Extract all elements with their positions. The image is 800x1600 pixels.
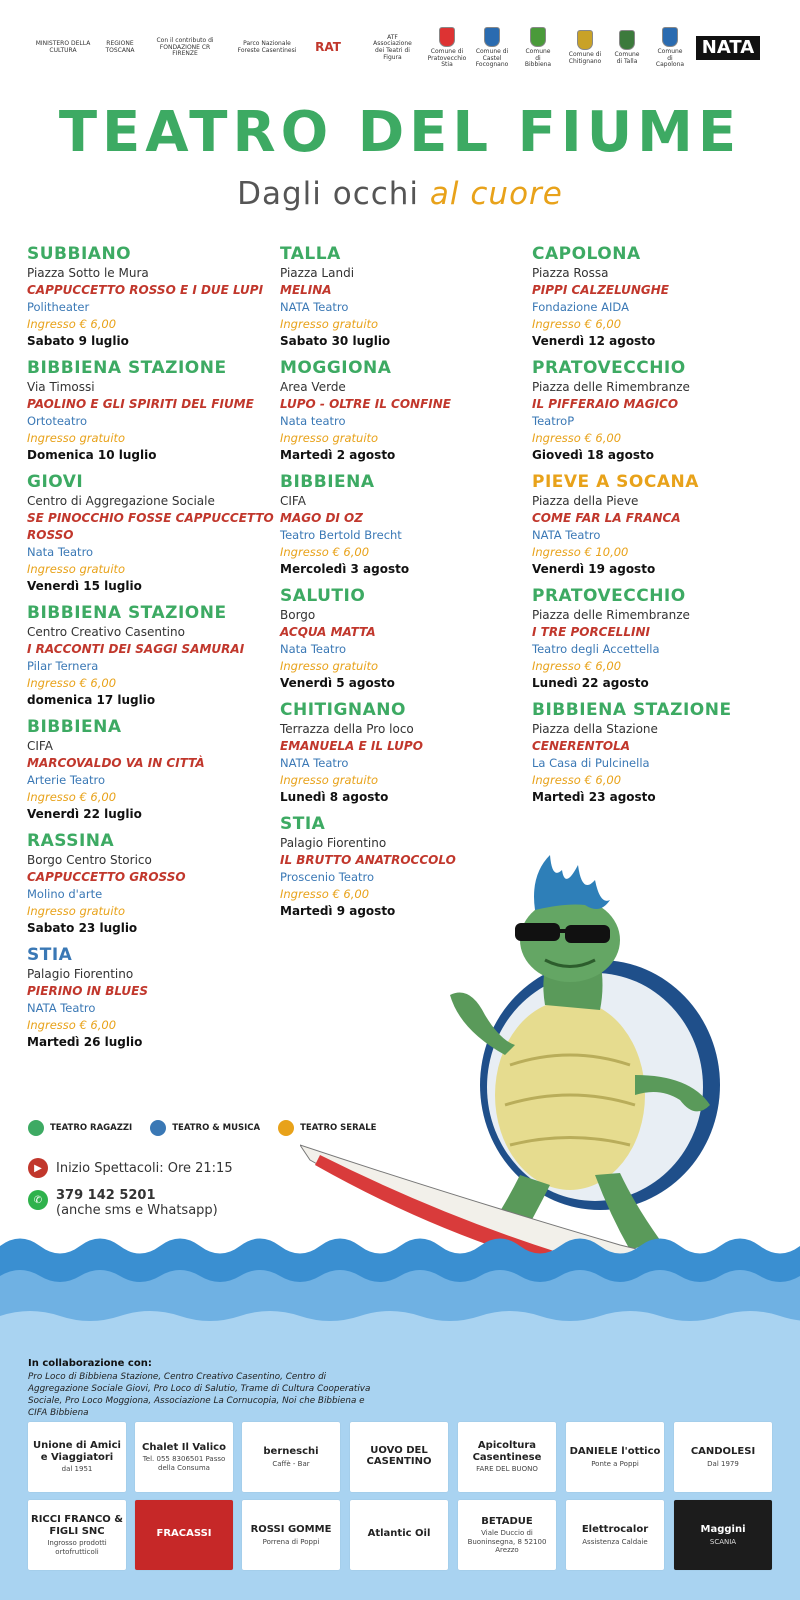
legend-dot-icon xyxy=(28,1120,44,1136)
event-show: SE PINOCCHIO FOSSE CAPPUCCETTO ROSSO xyxy=(27,511,274,542)
event-location: Piazza delle Rimembranze xyxy=(532,380,690,394)
event-location: CIFA xyxy=(280,494,306,508)
sponsor-subtext: Porrena di Poppi xyxy=(262,1537,320,1546)
sponsor-name: Elettrocalor xyxy=(581,1524,649,1536)
event-item xyxy=(27,358,277,464)
event-place: BIBBIENA STAZIONE xyxy=(532,700,732,720)
event-place: STIA xyxy=(27,945,73,965)
event-company: NATA Teatro xyxy=(532,528,601,542)
event-price: Ingresso gratuito xyxy=(280,659,379,673)
event-date: Venerdì 15 luglio xyxy=(27,579,142,593)
logo-text: RAT xyxy=(315,40,341,55)
sponsor-name: RICCI FRANCO & FIGLI SNC xyxy=(31,1514,123,1537)
sponsor-logo xyxy=(458,1500,556,1570)
event-place: SALUTIO xyxy=(280,586,366,606)
sponsor-logo xyxy=(674,1422,772,1492)
event-place: GIOVI xyxy=(27,472,84,492)
logo-text: ATF Associazione dei Teatri di Figura xyxy=(373,33,412,61)
sponsor-logo xyxy=(566,1500,664,1570)
event-company: Fondazione AIDA xyxy=(532,300,629,314)
legend-dot-icon xyxy=(278,1120,294,1136)
event-item xyxy=(27,603,277,709)
whatsapp-icon: ✆ xyxy=(28,1190,48,1210)
sponsor-name: BETADUE xyxy=(481,1515,533,1527)
legend xyxy=(28,1120,376,1136)
sponsor-subtext: SCANIA xyxy=(709,1537,737,1546)
event-location: Piazza Rossa xyxy=(532,266,609,280)
event-show: PIERINO IN BLUES xyxy=(27,984,148,998)
sponsor-logo xyxy=(566,1422,664,1492)
event-date: Martedì 23 agosto xyxy=(532,790,656,804)
event-price: Ingresso € 6,00 xyxy=(532,659,622,673)
comune-pratovecchio-logo xyxy=(427,18,467,78)
event-date: Martedì 2 agosto xyxy=(280,448,396,462)
event-company: La Casa di Pulcinella xyxy=(532,756,650,770)
event-show: MAGO DI OZ xyxy=(280,511,363,525)
logo-text: Comune di Chitignano xyxy=(568,51,602,65)
sponsor-subtext: Ingrosso prodotti ortofrutticoli xyxy=(47,1539,107,1556)
fondazione-logo xyxy=(150,18,220,78)
sponsor-subtext: dal 1951 xyxy=(61,1465,93,1474)
events-column-1 xyxy=(27,244,277,1059)
event-date: Domenica 10 luglio xyxy=(27,448,157,462)
sponsor-name: FRACASSI xyxy=(156,1528,212,1540)
phone-number[interactable]: 379 142 5201 xyxy=(56,1188,156,1203)
event-show: ACQUA MATTA xyxy=(280,625,376,639)
event-price: Ingresso gratuito xyxy=(27,431,126,445)
event-company: Proscenio Teatro xyxy=(280,870,375,884)
collab-title: In collaborazione con: xyxy=(28,1358,152,1369)
event-item xyxy=(27,244,277,350)
event-place: CAPOLONA xyxy=(532,244,641,264)
event-item xyxy=(280,472,530,578)
event-location: CIFA xyxy=(27,739,53,753)
event-item xyxy=(532,586,782,692)
event-place: RASSINA xyxy=(27,831,115,851)
event-show: MARCOVALDO VA IN CITTÀ xyxy=(27,756,205,770)
event-company: Pilar Ternera xyxy=(27,659,99,673)
sponsor-subtext: Ponte a Poppi xyxy=(591,1459,639,1468)
event-show: CENERENTOLA xyxy=(532,739,631,753)
event-place: BIBBIENA xyxy=(280,472,375,492)
sponsor-logo xyxy=(350,1500,448,1570)
event-item xyxy=(532,244,782,350)
event-show: I RACCONTI DEI SAGGI SAMURAI xyxy=(27,642,245,656)
event-place: BIBBIENA xyxy=(27,717,122,737)
event-company: Nata Teatro xyxy=(280,642,347,656)
event-date: Martedì 26 luglio xyxy=(27,1035,143,1049)
event-price: Ingresso gratuito xyxy=(280,317,379,331)
event-item xyxy=(27,945,277,1051)
event-place: CHITIGNANO xyxy=(280,700,406,720)
event-date: Lunedì 22 agosto xyxy=(532,676,649,690)
sponsor-name: berneschi xyxy=(263,1446,319,1458)
event-item xyxy=(280,586,530,692)
logo-text: NATA xyxy=(701,37,755,59)
event-date: Venerdì 12 agosto xyxy=(532,334,656,348)
logos-bar xyxy=(0,18,800,78)
event-price: Ingresso € 6,00 xyxy=(280,887,370,901)
sponsor-logo xyxy=(242,1500,340,1570)
sponsor-name: CANDOLESI xyxy=(690,1446,756,1458)
event-show: IL PIFFERAIO MAGICO xyxy=(532,397,679,411)
event-date: Sabato 9 luglio xyxy=(27,334,129,348)
logo-text: MINISTERO DELLA CULTURA xyxy=(35,40,91,54)
event-item xyxy=(280,700,530,806)
event-date: Venerdì 19 agosto xyxy=(532,562,656,576)
legend-label: TEATRO & MUSICA xyxy=(172,1123,261,1133)
event-place: PRATOVECCHIO xyxy=(532,586,686,606)
event-item xyxy=(532,700,782,806)
sponsor-logo xyxy=(28,1422,126,1492)
atf-logo xyxy=(370,18,415,78)
event-company: TeatroP xyxy=(532,414,575,428)
event-show: CAPPUCCETTO ROSSO E I DUE LUPI xyxy=(27,283,264,297)
regione-logo xyxy=(105,18,135,78)
event-place: BIBBIENA STAZIONE xyxy=(27,603,227,623)
event-company: Molino d'arte xyxy=(27,887,103,901)
event-location: Piazza delle Rimembranze xyxy=(532,608,690,622)
sponsor-name: Apicoltura Casentinese xyxy=(472,1440,542,1463)
event-date: Sabato 23 luglio xyxy=(27,921,138,935)
event-item xyxy=(532,358,782,464)
event-item xyxy=(27,717,277,823)
event-date: Martedì 9 agosto xyxy=(280,904,396,918)
event-place: PRATOVECCHIO xyxy=(532,358,686,378)
nata-logo xyxy=(698,18,758,78)
sponsor-subtext: Caffè - Bar xyxy=(272,1459,310,1468)
event-location: Piazza Landi xyxy=(280,266,355,280)
event-price: Ingresso € 6,00 xyxy=(532,431,622,445)
event-date: Venerdì 22 luglio xyxy=(27,807,142,821)
event-price: Ingresso € 10,00 xyxy=(532,545,629,559)
sponsor-subtext: FARE DEL BUONO xyxy=(476,1465,538,1474)
event-company: Arterie Teatro xyxy=(27,773,106,787)
event-show: CAPPUCCETTO GROSSO xyxy=(27,870,186,884)
event-location: Centro di Aggregazione Sociale xyxy=(27,494,215,508)
subtitle-accent: al cuore xyxy=(429,176,563,212)
event-show: PAOLINO E GLI SPIRITI DEL FIUME xyxy=(27,397,254,411)
subtitle xyxy=(0,176,800,212)
sponsor-logo xyxy=(242,1422,340,1492)
show-time-text: Inizio Spettacoli: Ore 21:15 xyxy=(56,1160,233,1176)
sponsor-logo xyxy=(135,1500,233,1570)
event-place: SUBBIANO xyxy=(27,244,132,264)
sponsor-name: Chalet Il Valico xyxy=(142,1441,226,1453)
event-company: Ortoteatro xyxy=(27,414,87,428)
logo-text: Comune di Capolona xyxy=(655,48,685,69)
event-company: NATA Teatro xyxy=(280,756,349,770)
event-price: Ingresso € 6,00 xyxy=(532,773,622,787)
event-location: Borgo Centro Storico xyxy=(27,853,152,867)
comune-chitignano-logo xyxy=(570,18,600,78)
sponsor-subtext: Assistenza Caldaie xyxy=(582,1537,648,1546)
phone-note: (anche sms e Whatsapp) xyxy=(56,1203,218,1218)
event-location: Piazza della Pieve xyxy=(532,494,639,508)
event-date: Giovedì 18 agosto xyxy=(532,448,654,462)
sponsor-name: Unione di Amici e Viaggiatori xyxy=(33,1440,121,1463)
logo-text: REGIONE TOSCANA xyxy=(105,40,135,54)
comune-castel-focognano-logo xyxy=(477,18,507,78)
event-show: COME FAR LA FRANCA xyxy=(532,511,681,525)
play-icon: ▶ xyxy=(28,1158,48,1178)
logo-text: Parco Nazionale Foreste Casentinesi xyxy=(237,40,297,54)
event-location: Palagio Fiorentino xyxy=(280,836,387,850)
event-show: IL BRUTTO ANATROCCOLO xyxy=(280,853,456,867)
event-show: LUPO - OLTRE IL CONFINE xyxy=(280,397,451,411)
event-item xyxy=(280,358,530,464)
sponsor-logo xyxy=(350,1422,448,1492)
event-date: Mercoledì 3 agosto xyxy=(280,562,410,576)
legend-label: TEATRO SERALE xyxy=(300,1123,377,1133)
event-date: Venerdì 5 agosto xyxy=(280,676,395,690)
event-price: Ingresso gratuito xyxy=(27,904,126,918)
sponsor-logo xyxy=(28,1500,126,1570)
legend-item xyxy=(28,1120,132,1136)
event-location: Piazza della Stazione xyxy=(532,722,658,736)
collab-text: Pro Loco di Bibbiena Stazione, Centro Creativo Casentino, Centro di Aggregazione Sociale Giovi, Pro Loco di Salutio, Trame di Cultura Cooperativa Sociale, Pro Loco Moggiona, Associazione La Cornucopia, Noi che Bibbiena e CIFA Bibbiena xyxy=(28,1372,371,1418)
sponsor-logo xyxy=(674,1500,772,1570)
events-column-3 xyxy=(532,244,782,814)
parco-logo xyxy=(232,18,302,78)
comune-bibbiena-logo xyxy=(523,18,553,78)
event-show: MELINA xyxy=(280,283,332,297)
sponsor-name: ROSSI GOMME xyxy=(250,1524,332,1536)
event-place: PIEVE A SOCANA xyxy=(532,472,699,492)
subtitle-main: Dagli occhi xyxy=(237,176,420,212)
event-date: domenica 17 luglio xyxy=(27,693,156,707)
sponsor-subtext: Tel. 055 8306501 Passo della Consuma xyxy=(142,1455,226,1472)
event-location: Area Verde xyxy=(280,380,346,394)
event-show: EMANUELA E IL LUPO xyxy=(280,739,423,753)
event-item xyxy=(27,831,277,937)
event-company: Nata teatro xyxy=(280,414,346,428)
event-place: TALLA xyxy=(280,244,341,264)
event-location: Terrazza della Pro loco xyxy=(280,722,414,736)
event-company: Nata Teatro xyxy=(27,545,94,559)
sponsor-subtext: Dal 1979 xyxy=(707,1459,739,1468)
legend-item xyxy=(278,1120,376,1136)
event-location: Piazza Sotto le Mura xyxy=(27,266,149,280)
rat-logo xyxy=(308,18,348,78)
event-price: Ingresso gratuito xyxy=(27,562,126,576)
page-title: TEATRO DEL FIUME xyxy=(58,100,742,165)
event-company: NATA Teatro xyxy=(27,1001,96,1015)
event-company: Politheater xyxy=(27,300,90,314)
legend-item xyxy=(150,1120,260,1136)
sponsor-subtext: Viale Duccio di Buoninsegna, 8 52100 Arezzo xyxy=(467,1529,547,1554)
event-company: Teatro degli Accettella xyxy=(532,642,660,656)
event-price: Ingresso € 6,00 xyxy=(27,676,117,690)
event-location: Centro Creativo Casentino xyxy=(27,625,185,639)
sponsor-name: DANIELE l'ottico xyxy=(569,1446,661,1458)
comune-capolona-logo xyxy=(655,18,685,78)
event-show: I TRE PORCELLINI xyxy=(532,625,650,639)
event-price: Ingresso € 6,00 xyxy=(280,545,370,559)
comune-talla-logo xyxy=(612,18,642,78)
logo-text: Comune di Talla xyxy=(614,51,640,65)
sponsor-logo xyxy=(135,1422,233,1492)
show-time-info xyxy=(28,1158,233,1178)
event-price: Ingresso gratuito xyxy=(280,773,379,787)
event-company: NATA Teatro xyxy=(280,300,349,314)
phone-info xyxy=(28,1188,218,1218)
event-item xyxy=(280,244,530,350)
event-date: Sabato 30 luglio xyxy=(280,334,391,348)
legend-dot-icon xyxy=(150,1120,166,1136)
event-location: Via Timossi xyxy=(27,380,95,394)
event-price: Ingresso € 6,00 xyxy=(27,790,117,804)
event-show: PIPPI CALZELUNGHE xyxy=(532,283,669,297)
event-location: Borgo xyxy=(280,608,316,622)
sponsor-name: Maggini xyxy=(700,1524,746,1536)
event-date: Lunedì 8 agosto xyxy=(280,790,389,804)
event-company: Teatro Bertold Brecht xyxy=(280,528,402,542)
logo-text: Comune di Bibbiena xyxy=(524,48,552,69)
event-place: MOGGIONA xyxy=(280,358,392,378)
ministero-logo xyxy=(28,18,98,78)
sponsor-logo xyxy=(458,1422,556,1492)
event-location: Palagio Fiorentino xyxy=(27,967,134,981)
logo-text: Comune di Castel Focognano xyxy=(475,48,509,69)
sponsor-name: Atlantic Oil xyxy=(367,1528,431,1540)
event-price: Ingresso € 6,00 xyxy=(532,317,622,331)
legend-label: TEATRO RAGAZZI xyxy=(50,1123,133,1133)
logo-text: Con il contributo di FONDAZIONE CR FIRENZE xyxy=(156,37,214,58)
event-price: Ingresso € 6,00 xyxy=(27,1018,117,1032)
logo-text: Comune di Pratovecchio Stia xyxy=(427,48,467,69)
event-price: Ingresso € 6,00 xyxy=(27,317,117,331)
event-place: STIA xyxy=(280,814,326,834)
events-column-2 xyxy=(280,244,530,928)
event-price: Ingresso gratuito xyxy=(280,431,379,445)
event-item xyxy=(532,472,782,578)
event-place: BIBBIENA STAZIONE xyxy=(27,358,227,378)
event-item xyxy=(27,472,277,595)
sponsor-name: UOVO DEL CASENTINO xyxy=(366,1444,432,1467)
